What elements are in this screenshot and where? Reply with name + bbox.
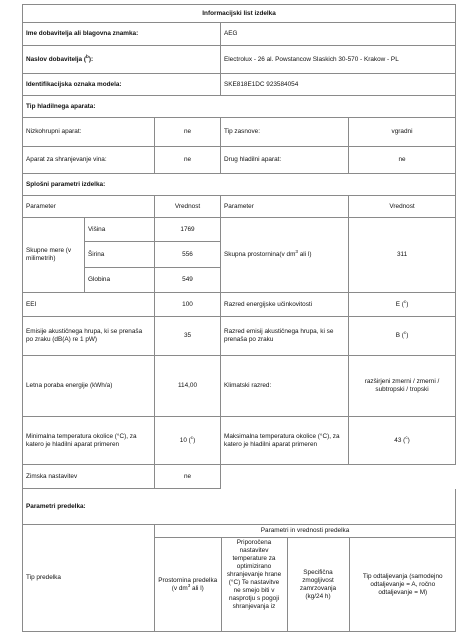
general-column-headers [23,196,456,218]
noise-class-label: Razred emisij akustičnega hrupa, ki se prenaša po zraku [221,317,349,356]
annual-energy-row [23,356,456,417]
energy-class-label: Razred energijske učinkovitosti [221,293,349,317]
param2-column-header: Parameter [221,196,349,218]
freezing-capacity-header: Specifična zmogljivost zamrzovanja (kg/24 h) [287,538,349,631]
height-value: 1769 [155,218,221,242]
max-ambient-temp-label: Maksimalna temperatura okolice (°C), za katero je hladilni aparat primeren [221,417,349,465]
height-row [23,218,456,242]
design-type-value: vgradni [349,118,456,147]
appliance-type-heading-row [23,96,456,118]
compartment-heading-row [23,489,456,525]
winter-setting-row [23,465,456,489]
general-heading-row [23,174,456,196]
climate-class-value: razširjeni zmerni / zmerni / subtropski / tropski [349,356,456,417]
value-column-header: Vrednost [155,196,221,218]
temperature-row [23,417,456,465]
eei-label: EEI [23,293,155,317]
product-info-table [22,4,456,632]
annual-energy-value: 114,00 [155,356,221,417]
climate-class-label: Klimatski razred: [221,356,349,417]
low-noise-value: ne [155,118,221,147]
supplier-address-value: Electrolux - 26 al. Powstancow Slaskich 30-570 - Krakow - PL [221,46,456,74]
eei-row [23,293,456,317]
model-id-label: Identifikacijska oznaka modela: [23,74,221,96]
height-label: Višina [85,218,155,242]
depth-value: 549 [155,268,221,293]
design-type-label: Tip zasnove: [221,118,349,147]
eei-value: 100 [155,293,221,317]
supplier-name-label: Ime dobavitelja ali blagovna znamka: [23,23,221,46]
supplier-address-row [23,46,456,74]
supplier-name-value: AEG [221,23,456,46]
winter-setting-value: ne [155,465,221,489]
max-ambient-temp-value: 43 ($^c$) [349,417,456,465]
other-appliance-label: Drug hladilni aparat: [221,147,349,174]
defrost-type-header: Tip odtaljevanja (samodejno odtaljevanje = A, ročno odtaljevanje = M) [362,572,443,596]
model-row [23,74,456,96]
other-appliance-value: ne [349,147,456,174]
width-value: 556 [155,242,221,268]
wine-storage-label: Aparat za shranjevanje vina: [23,147,155,174]
compartment-parameters-heading: Parametri predelka: [23,489,456,525]
param-column-header: Parameter [23,196,155,218]
noise-class-footnote-ref: c [403,329,407,335]
compartment-type-label: Tip predelka [23,525,155,632]
noise-row [23,317,456,356]
low-noise-row [23,118,456,147]
sheet-title: Informacijski list izdelka [23,5,456,23]
noise-emission-label: Emisije akustičnega hrupa, ki se prenaša po zraku (dB(A) re 1 pW) [23,317,155,356]
title-row [23,5,456,23]
noise-class-value: B ($^c$) [349,317,456,356]
energy-class-value: E ($^c$) [349,293,456,317]
depth-label: Globina [85,268,155,293]
energy-class-footnote-ref: c [403,298,407,304]
noise-emission-value: 35 [155,317,221,356]
overall-dimensions-label: Skupne mere (v milimetrih) [23,218,85,293]
wine-storage-value: ne [155,147,221,174]
width-label: Širina [85,242,155,268]
model-id-value: SKE818E1DC 923584054 [221,74,456,96]
winter-setting-label: Zimska nastavitev [23,465,155,489]
total-volume-label: Skupna prostornina(v $dm^3$ ali l) [221,218,349,293]
compartment-subheader-cell [155,538,456,632]
address-footnote-ref: b [86,53,89,59]
compartment-group-header-row [23,525,456,538]
min-ambient-temp-value: 10 ($^c$) [155,417,221,465]
supplier-name-row [23,23,456,46]
annual-energy-label: Letna poraba energije (kWh/a) [23,356,155,417]
temperature-setting-header: Priporočena nastavitev temperature za optimizirano shranjevanje hrane (°C) Te nastavitve ne smejo biti v nasprotju s pogoji shranjevanja iz [221,538,287,631]
compartment-subheader-table [155,538,456,631]
general-parameters-heading: Splošni parametri izdelka: [23,174,456,196]
value2-column-header: Vrednost [349,196,456,218]
appliance-type-heading: Tip hladilnega aparata: [23,96,456,118]
max-temp-footnote-ref: c [405,434,408,440]
compartment-group-header: Parametri in vrednosti predelka [155,525,456,538]
empty-cell [221,465,456,489]
min-ambient-temp-label: Minimalna temperatura okolice (°C), za katero je hladilni aparat primeren [23,417,155,465]
supplier-address-label: Naslov dobavitelja ($^b$): [23,46,221,74]
compartment-volume-header: Prostornina predelka (v $dm^3$ ali l) [155,538,221,631]
min-temp-footnote-ref: c [190,434,194,440]
wine-storage-row [23,147,456,174]
low-noise-label: Nizkohrupni aparat: [23,118,155,147]
total-volume-value: 311 [349,218,456,293]
